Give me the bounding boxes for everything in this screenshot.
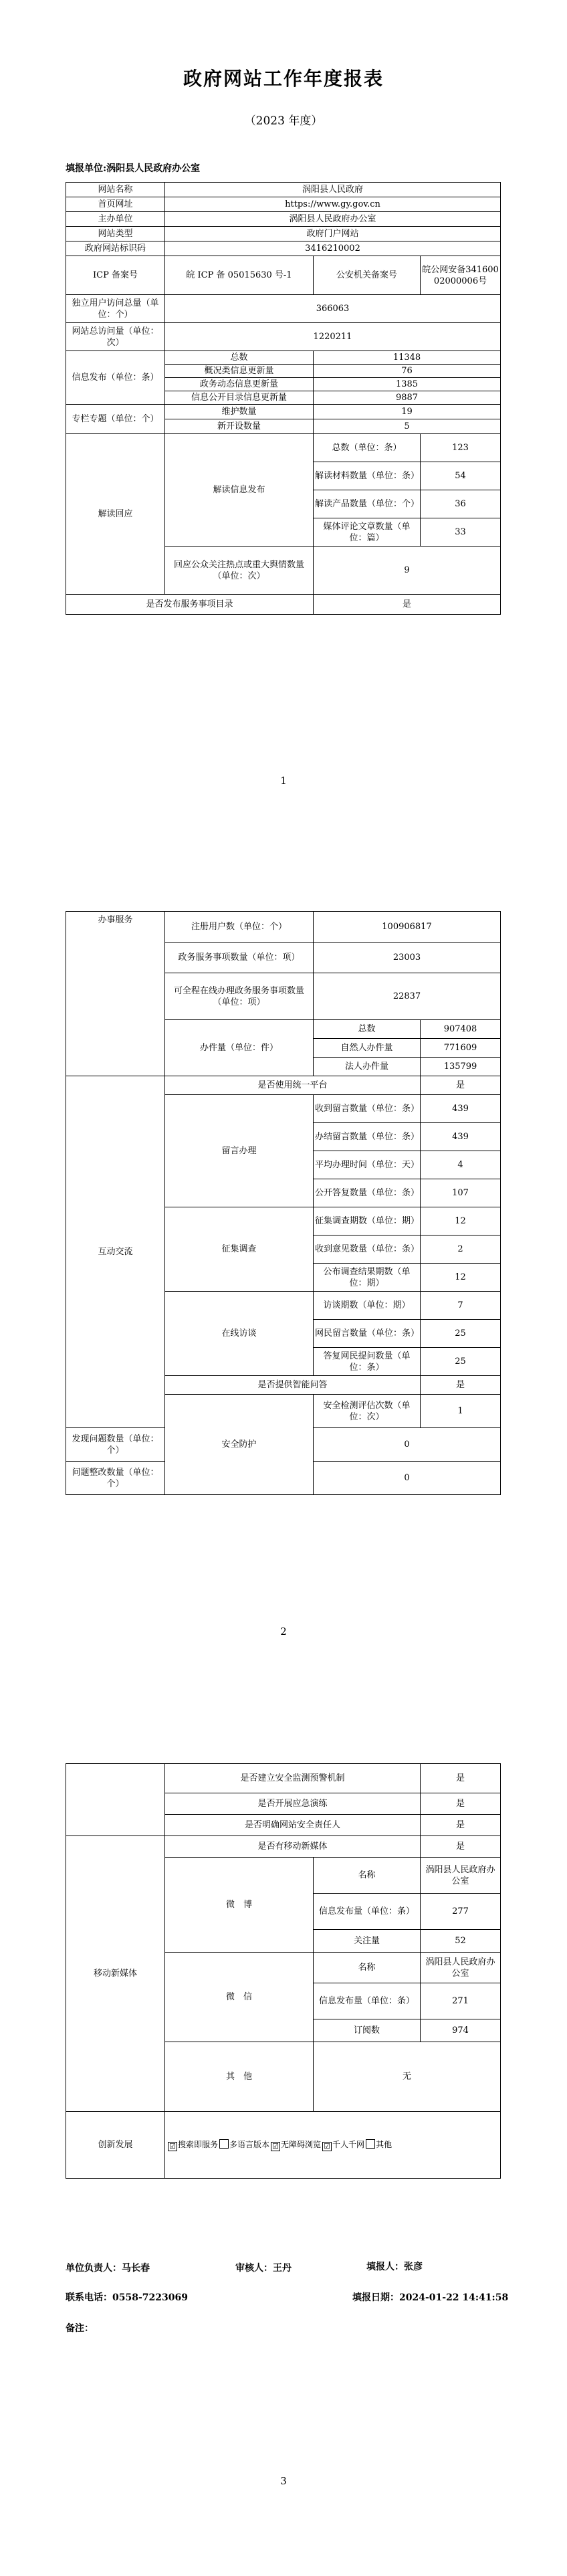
cell-value: 0	[314, 1462, 501, 1495]
report-table-page1	[66, 182, 501, 615]
cell-value: 36	[421, 490, 501, 518]
cell-value: 22837	[314, 973, 501, 1020]
page-number: 1	[280, 775, 287, 787]
site-code: 3416210002	[165, 241, 501, 256]
cell-value: 4	[421, 1151, 501, 1179]
cell-label: 解读材料数量（单位：条）	[314, 462, 421, 490]
unique-visitors: 366063	[165, 295, 501, 323]
report-title: 政府网站工作年度报表	[183, 68, 384, 90]
cell-label: 政务动态信息更新量	[165, 378, 314, 391]
other-head: 其 他	[165, 2042, 314, 2112]
reviewer: 审核人：王丹	[235, 2263, 292, 2274]
unit-leader: 单位负责人：马长春	[66, 2263, 150, 2274]
cell-label: 是否有移动新媒体	[165, 1836, 421, 1858]
option-search-service: ☑ 搜索即服务	[168, 2140, 218, 2149]
cell-value: 135799	[421, 1058, 501, 1076]
online-head: 在线访谈	[165, 1292, 314, 1376]
cell-value: 是	[314, 595, 501, 615]
special-head: 专栏专题（单位：个）	[66, 405, 165, 434]
cell-label: 解读产品数量（单位：个）	[314, 490, 421, 518]
cell-label: 名称	[314, 1858, 421, 1894]
cell-label: 网站类型	[66, 227, 165, 241]
cell-label: 总数（单位：条）	[314, 434, 421, 462]
cell-label: 关注量	[314, 1930, 421, 1953]
cell-value: 19	[314, 405, 501, 419]
cell-label: 收到留言数量（单位：条）	[314, 1095, 421, 1123]
cell-value: 5	[314, 419, 501, 434]
cell-value: 23003	[314, 943, 501, 973]
cell-value: 25	[421, 1320, 501, 1348]
cell-label: 是否建立安全监测预警机制	[165, 1764, 421, 1793]
cell-value: 52	[421, 1930, 501, 1953]
cell-value: 无	[314, 2042, 501, 2112]
cell-value: 100906817	[314, 912, 501, 943]
cell-value: 123	[421, 434, 501, 462]
cell-label: 是否提供智能问答	[165, 1376, 421, 1395]
cell-label: 是否明确网站安全责任人	[165, 1815, 421, 1836]
weibo-head: 微 博	[165, 1858, 314, 1953]
option-personalized: ☑ 千人千网	[322, 2140, 364, 2149]
cell-label: 收到意见数量（单位：条）	[314, 1235, 421, 1264]
cell-label: 独立用户访问总量（单位：个）	[66, 295, 165, 323]
cell-value: 439	[421, 1095, 501, 1123]
msg-head: 留言办理	[165, 1095, 314, 1207]
interact-head: 互动交流	[66, 1076, 165, 1428]
cell-label: 是否发布服务事项目录	[66, 595, 314, 615]
innov-options	[165, 2112, 501, 2179]
organizer: 涡阳县人民政府办公室	[165, 212, 501, 227]
cell-value: 是	[421, 1764, 501, 1793]
cell-value: 277	[421, 1894, 501, 1930]
info-pub-head: 信息发布（单位：条）	[66, 351, 165, 405]
cell-label: 概况类信息更新量	[165, 365, 314, 378]
cell-label: 信息公开目录信息更新量	[165, 391, 314, 405]
wechat-head: 微 信	[165, 1953, 314, 2042]
cell-label: 媒体评论文章数量（单位：篇）	[314, 518, 421, 547]
cell-value: 439	[421, 1123, 501, 1151]
page-views: 1220211	[165, 323, 501, 351]
cell-value: 12	[421, 1264, 501, 1292]
cell-label: 是否使用统一平台	[165, 1076, 421, 1095]
cell-label: 维护数量	[165, 405, 314, 419]
icp-number: 皖 ICP 备 05015630 号-1	[165, 256, 314, 295]
cell-value: 33	[421, 518, 501, 547]
cell-label: 公布调查结果期数（单位：期）	[314, 1264, 421, 1292]
checkbox-icon	[219, 2139, 229, 2149]
cell-label: 网民留言数量（单位：条）	[314, 1320, 421, 1348]
cell-label: 注册用户数（单位：个）	[165, 912, 314, 943]
cell-label: 安全检测评估次数（单位：次）	[314, 1395, 421, 1428]
service-head: 办事服务	[66, 912, 165, 1076]
cell-label: 信息发布量（单位：条）	[314, 1983, 421, 2019]
cell-label: 名称	[314, 1953, 421, 1983]
cell-value: 1	[421, 1395, 501, 1428]
cell-label: 办结留言数量（单位：条）	[314, 1123, 421, 1151]
cell-value: 54	[421, 462, 501, 490]
cell-value: 涡阳县人民政府办公室	[421, 1858, 501, 1894]
page-number: 3	[280, 2475, 287, 2487]
cell-value: 是	[421, 1836, 501, 1858]
cell-label: 订阅数	[314, 2019, 421, 2042]
checkbox-icon: ☑	[168, 2142, 177, 2151]
cell-label: 答复网民提问数量（单位：条）	[314, 1348, 421, 1376]
filler-unit: 填报单位:涡阳县人民政府办公室	[66, 163, 201, 174]
cell-label: 政府网站标识码	[66, 241, 165, 256]
cell-value: 107	[421, 1179, 501, 1207]
survey-head: 征集调查	[165, 1207, 314, 1292]
checkbox-icon: ☑	[271, 2142, 280, 2151]
interpret-head: 解读回应	[66, 434, 165, 595]
report-table-page2	[66, 911, 501, 1495]
handle-head: 办件量（单位：件）	[165, 1020, 314, 1076]
site-name: 涡阳县人民政府	[165, 183, 501, 197]
cell-label: 征集调查期数（单位：期）	[314, 1207, 421, 1235]
cell-value: 0	[314, 1428, 501, 1462]
cell-value: 907408	[421, 1020, 501, 1039]
cell-value: 是	[421, 1076, 501, 1095]
page-number: 2	[280, 1625, 287, 1638]
cell-value: 12	[421, 1207, 501, 1235]
cell-label: 自然人办件量	[314, 1039, 421, 1058]
cell-label: ICP 备案号	[66, 256, 165, 295]
cell-label: 公安机关备案号	[314, 256, 421, 295]
report-year: （2023 年度）	[244, 114, 323, 128]
innov-head: 创新发展	[66, 2112, 165, 2179]
cell-label: 网站名称	[66, 183, 165, 197]
site-type: 政府门户网站	[165, 227, 501, 241]
cell-label: 网站总访问量（单位：次）	[66, 323, 165, 351]
cell-label: 公开答复数量（单位：条）	[314, 1179, 421, 1207]
cell-label: 政务服务事项数量（单位：项）	[165, 943, 314, 973]
remarks: 备注：	[66, 2323, 94, 2334]
cell-label: 法人办件量	[314, 1058, 421, 1076]
cell-value: 是	[421, 1376, 501, 1395]
report-table-page3	[66, 1763, 501, 2179]
cell-label: 回应公众关注热点或重大舆情数量（单位：次）	[165, 547, 314, 595]
option-multilang: 多语言版本	[219, 2140, 269, 2149]
cell-label: 首页网址	[66, 197, 165, 212]
cell-label: 问题整改数量（单位：个）	[66, 1462, 165, 1495]
checkbox-icon	[366, 2139, 375, 2149]
cell-value: 9	[314, 547, 501, 595]
cell-label: 是否开展应急演练	[165, 1793, 421, 1815]
checkbox-icon: ☑	[322, 2142, 332, 2151]
option-accessibility: ☑ 无障碍浏览	[271, 2140, 321, 2149]
cell-label: 主办单位	[66, 212, 165, 227]
cell-label: 访谈期数（单位：期）	[314, 1292, 421, 1320]
police-record: 皖公网安备34160002000006号	[421, 256, 501, 295]
cell-label: 信息发布量（单位：条）	[314, 1894, 421, 1930]
cell-label: 可全程在线办理政务服务事项数量（单位：项）	[165, 973, 314, 1020]
cell-value: 涡阳县人民政府办公室	[421, 1953, 501, 1983]
cell-value: 是	[421, 1815, 501, 1836]
cell-label: 总数	[165, 351, 314, 365]
fill-date: 填报日期：2024-01-22 14:41:58	[352, 2292, 509, 2303]
cell-value: 是	[421, 1793, 501, 1815]
cell-label: 新开设数量	[165, 419, 314, 434]
cell-value: 771609	[421, 1039, 501, 1058]
cell-value: 9887	[314, 391, 501, 405]
cell-value: 2	[421, 1235, 501, 1264]
mobile-head: 移动新媒体	[66, 1836, 165, 2112]
security-head: 安全防护	[165, 1395, 314, 1495]
cell-value: 974	[421, 2019, 501, 2042]
cell-label: 平均办理时间（单位：天）	[314, 1151, 421, 1179]
option-other: 其他	[366, 2140, 392, 2149]
cell-value: 76	[314, 365, 501, 378]
interpret-sub: 解读信息发布	[165, 434, 314, 547]
home-url: https://www.gy.gov.cn	[165, 197, 501, 212]
cell-label: 发现问题数量（单位：个）	[66, 1428, 165, 1462]
cell-value: 1385	[314, 378, 501, 391]
cell-label: 总数	[314, 1020, 421, 1039]
contact-phone: 联系电话：0558-7223069	[66, 2292, 188, 2303]
filler-person: 填报人：张彦	[366, 2262, 423, 2272]
security-head-cont	[66, 1764, 165, 1836]
cell-value: 271	[421, 1983, 501, 2019]
cell-value: 7	[421, 1292, 501, 1320]
cell-value: 25	[421, 1348, 501, 1376]
cell-value: 11348	[314, 351, 501, 365]
